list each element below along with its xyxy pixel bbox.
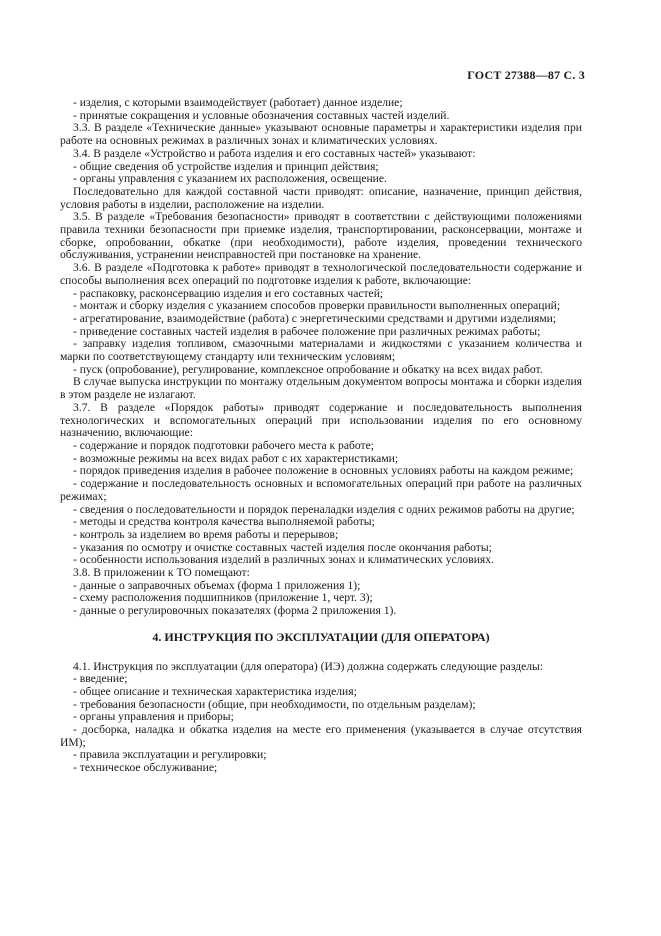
paragraph: - схему расположения подшипников (приложение 1, черт. 3); xyxy=(73,591,373,605)
paragraph: - приведение составных частей изделия в рабочее положение при различных режимах работы; xyxy=(73,324,541,338)
paragraph: - порядок приведения изделия в рабочее положение в основных условиях работы на каждом режиме; xyxy=(73,464,574,478)
paragraph: 4.1. Инструкция по эксплуатации (для оператора) (ИЭ) должна содержать следующие разделы: xyxy=(73,659,544,673)
paragraph: - общее описание и техническая характеристика изделия; xyxy=(73,684,357,698)
paragraph: - содержание и последовательность основных и вспомогательных операций при работе на различных режимах; xyxy=(60,477,582,503)
paragraph: 3.7. В разделе «Порядок работы» приводят содержание и последовательность выполнения технологических и вспомогательных операций при использовании изделия по его основному назначению, включающие: xyxy=(60,400,582,440)
paragraph: - монтаж и сборку изделия с указанием способов проверки правильности выполненных операций; xyxy=(73,299,561,313)
paragraph: - заправку изделия топливом, смазочными материалами и жидкостями с указанием количества и марки по соответствующему стандарту или техническим условиям; xyxy=(60,337,582,364)
paragraph: 3.8. В приложении к ТО помещают: xyxy=(73,566,250,580)
paragraph: - изделия, с которыми взаимодействует (работает) данное изделие; xyxy=(73,96,403,109)
paragraph: - данные о заправочных объемах (форма 1 приложения 1); xyxy=(73,578,361,592)
paragraph: - техническое обслуживание; xyxy=(73,761,218,775)
paragraph: - требования безопасности (общие, при необходимости, по отдельным разделам); xyxy=(73,697,476,711)
paragraph: - распаковку, расконсервацию изделия и его составных частей; xyxy=(73,286,384,300)
document-body xyxy=(60,97,582,775)
paragraph: - общие сведения об устройстве изделия и принцип действия; xyxy=(73,159,379,173)
paragraph: - данные о регулировочных показателях (форма 2 приложения 1). xyxy=(73,604,397,618)
paragraph: - особенности использования изделий в различных зонах и климатических условиях. xyxy=(73,553,494,567)
paragraph: 3.3. В разделе «Технические данные» указывают основные параметры и характеристики изделия при работе на основных режимах в различных зонах и климатических условиях. xyxy=(60,121,582,148)
paragraph: В случае выпуска инструкции по монтажу отдельным документом вопросы монтажа и сборки изделия в этом разделе не излагают. xyxy=(60,375,582,402)
paragraph: - содержание и порядок подготовки рабочего места к работе; xyxy=(73,438,374,452)
paragraph: 3.6. В разделе «Подготовка к работе» приводят в технологической последовательности содержание и способы выполнения всех операций по подготовке изделия к работе, включающие: xyxy=(60,261,582,287)
section-title: 4. ИНСТРУКЦИЯ ПО ЭКСПЛУАТАЦИИ (ДЛЯ ОПЕРАТОРА) xyxy=(152,629,490,644)
paragraph: - контроль за изделием во время работы и перерывов; xyxy=(73,527,339,541)
page-header: ГОСТ 27388—87 С. 3 xyxy=(467,68,585,82)
paragraph: - сведения о последовательности и порядок переналадки изделия с одних режимов работы на другие; xyxy=(73,502,575,516)
paragraph: - введение; xyxy=(73,672,128,686)
paragraph: - пуск (опробование), регулирование, комплексное опробование и обкатку на всех видах работ. xyxy=(73,362,543,376)
paragraph: 3.5. В разделе «Требования безопасности» приводят в соответствии с действующими положениями правила техники безопасности при приемке изделия, транспортировании, расконсервации, монтаже и сборке, опробовании, обкатке (при необходимости), работе изделия, проведении технического обслуживания, устранении неисправностей при постановке на хранение. xyxy=(60,210,582,262)
paragraph: - досборка, наладка и обкатка изделия на месте его применения (указывается в случае отсутствия ИМ); xyxy=(60,723,582,749)
paragraph: - правила эксплуатации и регулировки; xyxy=(73,748,267,762)
paragraph: - методы и средства контроля качества выполняемой работы; xyxy=(73,515,375,529)
paragraph: - органы управления с указанием их расположения, освещение. xyxy=(73,172,387,186)
paragraph: - агрегатирование, взаимодействие (работа) с энергетическими средствами и другими изделиями; xyxy=(73,311,557,325)
paragraph: - принятые сокращения и условные обозначения составных частей изделий. xyxy=(73,108,450,122)
paragraph: - возможные режимы на всех видах работ с их характеристиками; xyxy=(73,451,399,465)
paragraph: - органы управления и приборы; xyxy=(73,710,234,724)
paragraph: 3.4. В разделе «Устройство и работа изделия и его составных частей» указывают: xyxy=(73,146,476,160)
paragraph: Последовательно для каждой составной части приводят: описание, назначение, принцип действия, условия работы в изделии, расположение на изделии. xyxy=(60,184,582,211)
paragraph: - указания по осмотру и очистке составных частей изделия после окончания работы; xyxy=(73,540,492,554)
